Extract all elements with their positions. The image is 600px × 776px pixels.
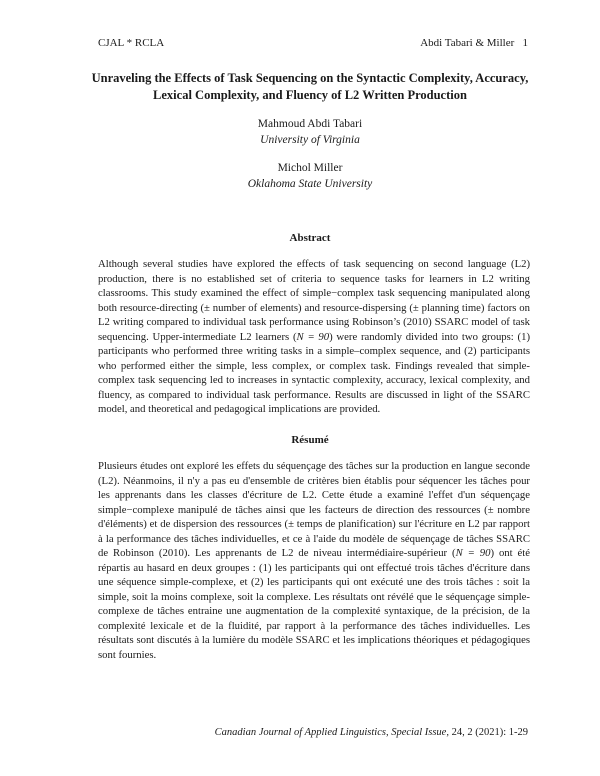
abstract-sample-size: N = 90: [296, 330, 330, 343]
resume-text-2: ) ont été répartis au hasard en deux groupes : (1) les participants qui ont effectué trois tâches d'écriture dans une séquence simple-complexe, et (2) les participants qui ont exécuté une des trois tâches : soit la simple, soit la moins complexe, soit la complexe. Les résultats ont révélé que le séquençage simple-complexe de tâches entraine une augmentation de la complexité syntaxique, de la précision, de la complexité lexicale et de la fluidité, par rapport à la performance des tâches individuelles. Les résultats sont discutés à la lumière du modèle SSARC et les implications théoriques et pédagogiques sont fournies.: [98, 547, 531, 661]
author-block-2: [90, 160, 530, 192]
abstract-text-1: Although several studies have explored the effects of task sequencing on second language (L2) production, there is no established set of criteria to sequence tasks for learners in L2 writing classrooms. This study examined the effect of simple−complex task sequencing manipulated along both resource-directing (± number of elements) and resource-dispersing (± planning time) factors on L2 writing compared to individual task performance using Robinson’s (2010) SSARC model of task sequencing. Upper-intermediate L2 learners (: [98, 258, 530, 343]
running-header-journal: CJAL * RCLA: [98, 37, 165, 49]
resume-heading: Résumé: [291, 434, 329, 446]
footer-issue: 24, 2 (2021): 1-29: [451, 727, 528, 738]
resume-sample-size: N = 90: [455, 547, 491, 559]
abstract-heading: Abstract: [289, 232, 331, 244]
author-block-1: [90, 116, 530, 148]
abstract-body: [98, 257, 530, 417]
paper-title: Unraveling the Effects of Task Sequencing on the Syntactic Complexity, Accuracy, Lexical Complexity, and Fluency of L2 Written Production: [91, 71, 529, 102]
running-header-author-names: Abdi Tabari & Miller: [420, 37, 515, 49]
footer-journal: Canadian Journal of Applied Linguistics, Special Issue,: [214, 727, 449, 738]
author-affiliation: University of Virginia: [260, 134, 360, 146]
abstract-text-2: ) were randomly divided into two groups: (1) participants who performed three writing tasks in a simple–complex sequence, and (2) participants who performed either the simple, less complex, or complex task. Findings revealed that simple-complex task sequencing led to increases in syntactic complexity, accuracy, lexical complexity, and fluency, as compared to individual task performance. Results are discussed in light of the SSARC model, and theoretical and pedagogical implications are provided.: [98, 330, 530, 415]
resume-body: [98, 459, 530, 662]
author-affiliation: Oklahoma State University: [247, 178, 373, 190]
page-number: 1: [522, 37, 528, 49]
footer-citation: [215, 727, 528, 738]
resume-text-1: Plusieurs études ont exploré les effets du séquençage des tâches sur la production en langue seconde (L2). Néanmoins, il n'y a pas eu d'ensemble de critères bien établis pour séquencer les tâches pour les apprenants dans les classes d'écriture de L2. Cette étude a examiné l'effet d'un séquençage simple−complexe manipulé de tâches ainsi que les facteurs de direction des ressources (± nombre d'éléments) et de dispersion des ressources (± temps de planification) sur l'écriture en L2 par rapport à la performance des tâches individuelles, et ce à l'aide du modèle de séquençage de tâches SSARC de Robinson (2010). Les apprenants de L2 de niveau intermédiaire-supérieur (: [98, 460, 530, 559]
author-name: Michol Miller: [277, 162, 343, 174]
author-name: Mahmoud Abdi Tabari: [257, 118, 363, 130]
running-header-authors: [420, 37, 528, 49]
